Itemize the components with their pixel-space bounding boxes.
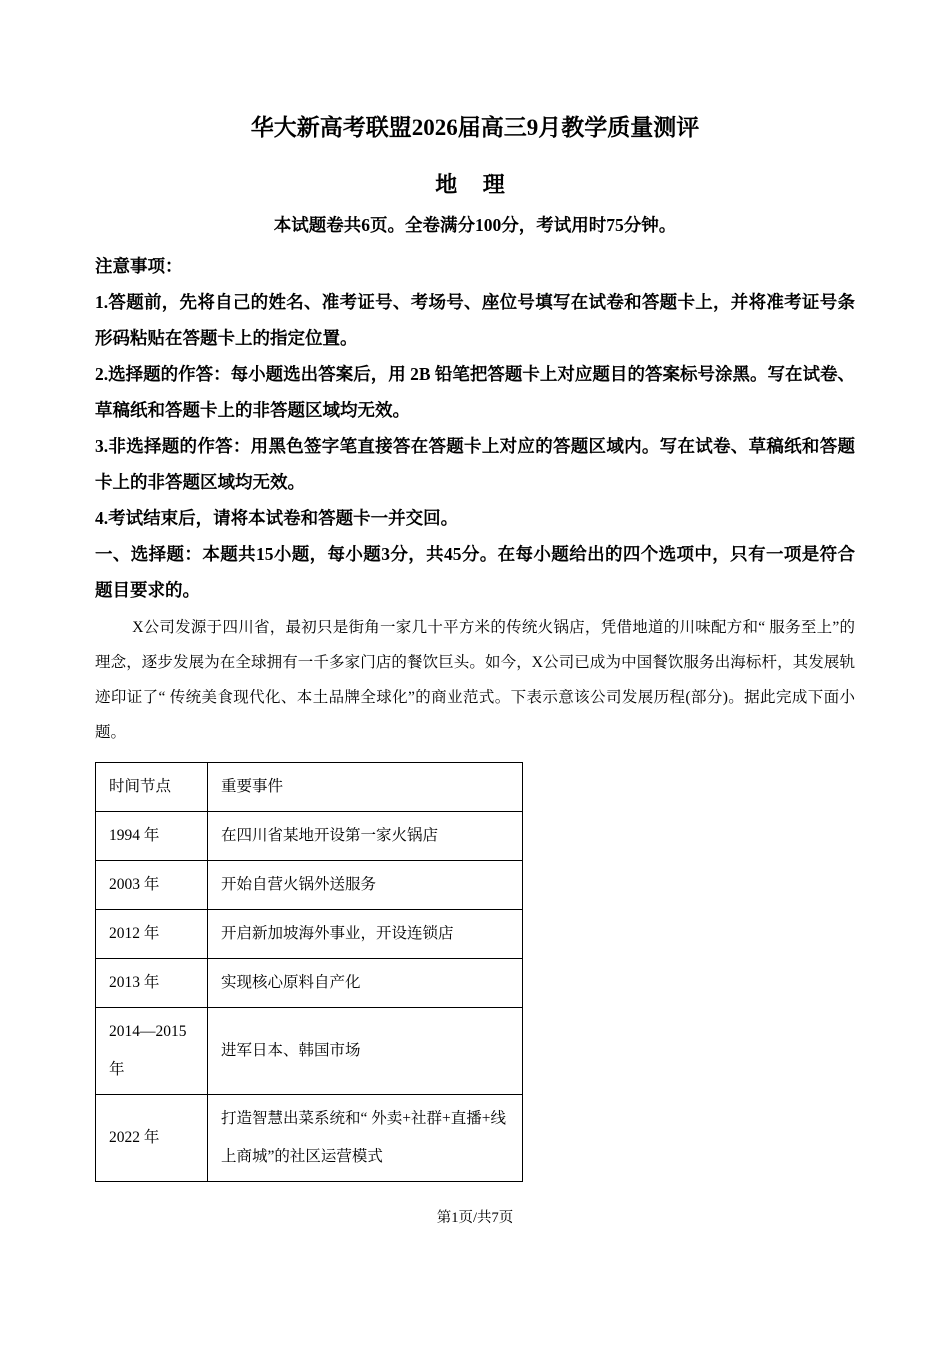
table-cell-time: 2013 年 (96, 959, 208, 1008)
question-passage: X公司发源于四川省，最初只是街角一家几十平方米的传统火锅店，凭借地道的川味配方和“ 服务至上”的理念，逐步发展为在全球拥有一千多家门店的餐饮巨头。如今，X公司已成为中国餐饮服务出海标杆，其发展轨迹印证了“ 传统美食现代化、本土品牌全球化”的商业范式。下表示意该公司发展历程(部分)。据此完成下面小题。 (95, 619, 855, 741)
table-row (96, 1095, 523, 1182)
notices-heading: 注意事项： (95, 256, 183, 276)
table-cell-time: 2014—2015 年 (96, 1008, 208, 1095)
development-history-table (95, 762, 523, 1182)
notice-item-3: 3.非选择题的作答：用黑色签字笔直接答在答题卡上对应的答题区域内。写在试卷、草稿纸和答题卡上的非答题区域均无效。 (95, 436, 855, 492)
page-number: 第1页/共7页 (436, 1210, 514, 1226)
notice-item-4: 4.考试结束后，请将本试卷和答题卡一并交回。 (95, 508, 459, 528)
table-cell-event: 开始自营火锅外送服务 (208, 861, 523, 910)
table-cell-time: 2012 年 (96, 910, 208, 959)
table-cell-event: 实现核心原料自产化 (208, 959, 523, 1008)
notice-item-2: 2.选择题的作答：每小题选出答案后，用 2B 铅笔把答题卡上对应题目的答案标号涂黑。写在试卷、草稿纸和答题卡上的非答题区域均无效。 (95, 364, 855, 420)
table-cell-event: 进军日本、韩国市场 (208, 1008, 523, 1095)
table-header-event: 重要事件 (208, 763, 523, 812)
subject-title: 地 理 (435, 172, 515, 197)
exam-title: 华大新高考联盟2026届高三9月教学质量测评 (250, 115, 700, 140)
table-cell-event: 在四川省某地开设第一家火锅店 (208, 812, 523, 861)
table-row (96, 861, 523, 910)
notice-item-1: 1.答题前，先将自己的姓名、准考证号、考场号、座位号填写在试卷和答题卡上，并将准考证号条形码粘贴在答题卡上的指定位置。 (95, 292, 855, 348)
table-header-time: 时间节点 (96, 763, 208, 812)
table-cell-time: 1994 年 (96, 812, 208, 861)
table-row (96, 812, 523, 861)
table-cell-event: 打造智慧出菜系统和“ 外卖+社群+直播+线上商城”的社区运营模式 (208, 1095, 523, 1182)
exam-info-line: 本试题卷共6页。全卷满分100分，考试用时75分钟。 (273, 215, 677, 235)
table-row (96, 910, 523, 959)
table-row (96, 1008, 523, 1095)
table-header-row (96, 763, 523, 812)
section-heading: 一、选择题：本题共15小题，每小题3分，共45分。在每小题给出的四个选项中，只有一项是符合题目要求的。 (95, 544, 855, 600)
table-row (96, 959, 523, 1008)
table-cell-time: 2022 年 (96, 1095, 208, 1182)
table-cell-time: 2003 年 (96, 861, 208, 910)
table-cell-event: 开启新加坡海外事业，开设连锁店 (208, 910, 523, 959)
